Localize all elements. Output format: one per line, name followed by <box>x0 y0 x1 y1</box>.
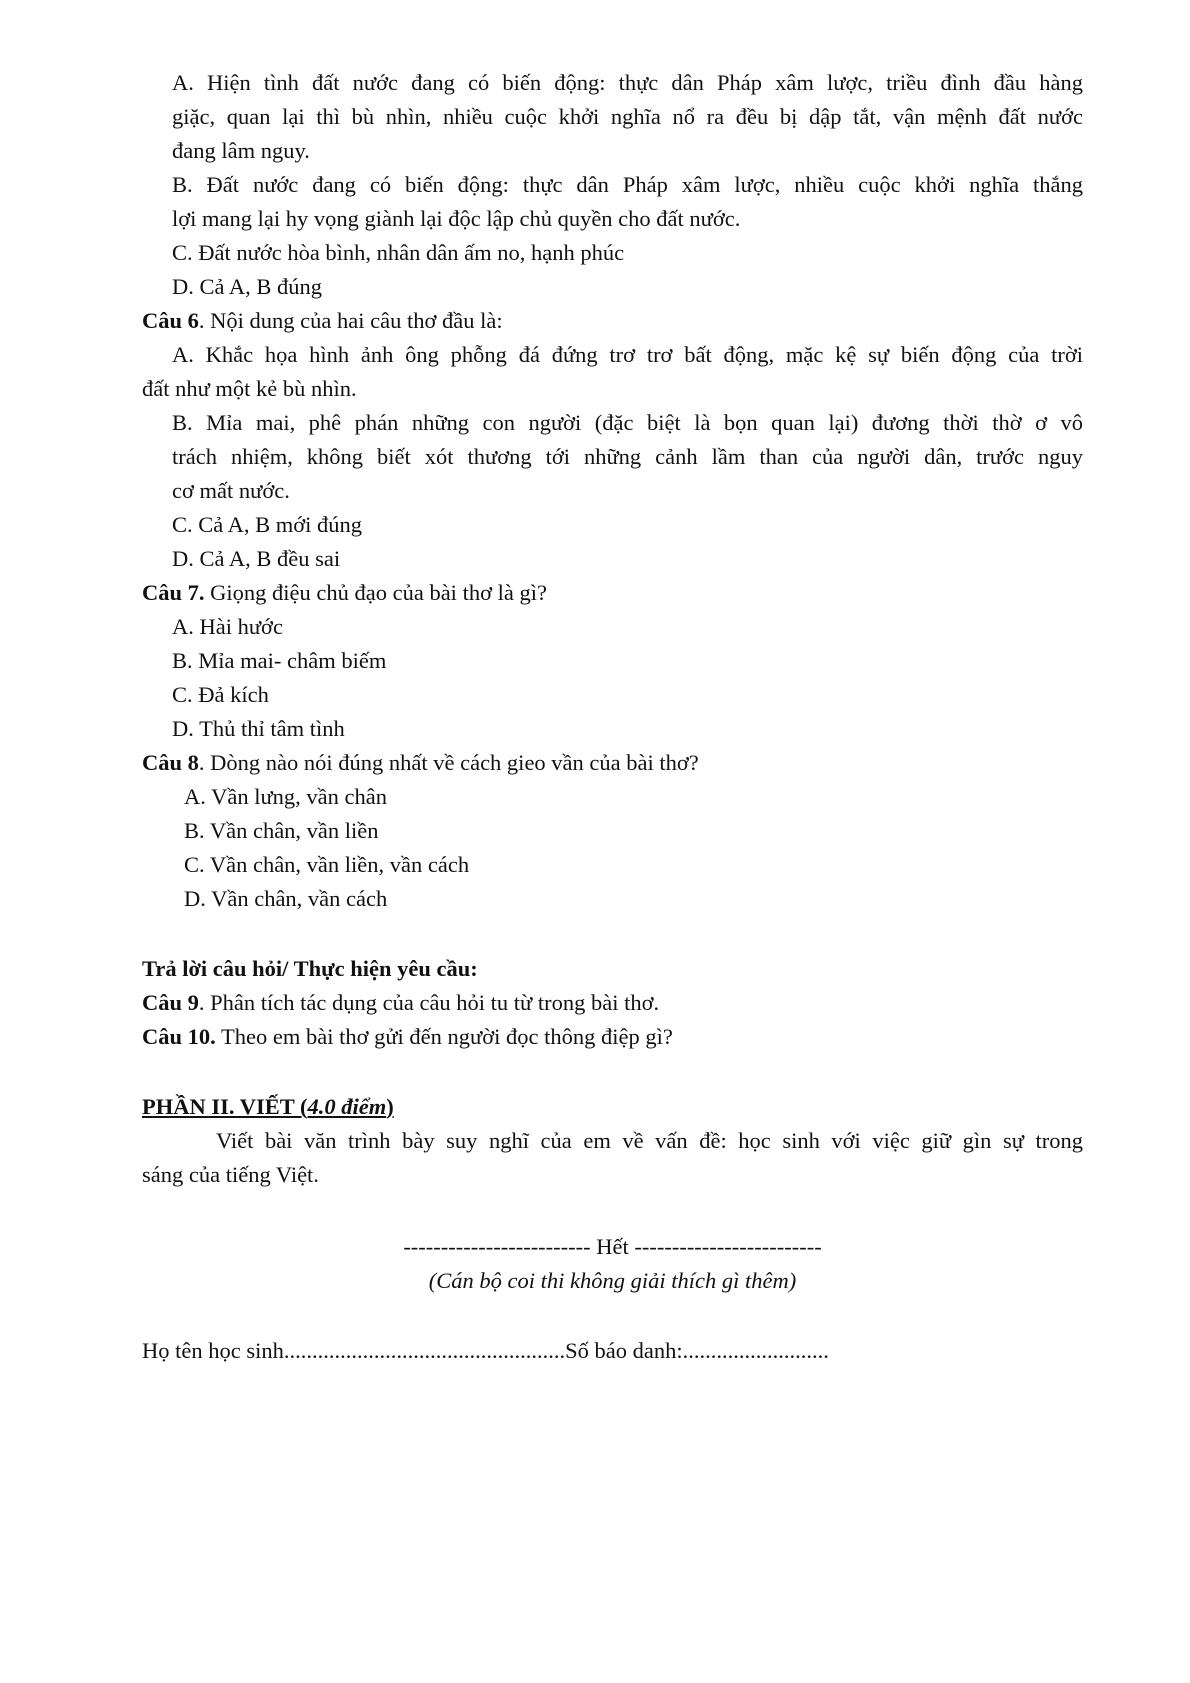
q9-text: . Phân tích tác dụng của câu hỏi tu từ trong bài thơ. <box>198 990 660 1015</box>
q8-text: . Dòng nào nói đúng nhất về cách gieo vần của bài thơ? <box>198 750 699 775</box>
q8-option-a: A. Vần lưng, vần chân <box>184 784 387 809</box>
part2-prompt-line2: sáng của tiếng Việt. <box>142 1162 319 1187</box>
q7-label: Câu 7. <box>142 580 205 605</box>
q7-question <box>142 578 547 608</box>
q7-option-b: B. Mỉa mai- châm biếm <box>172 648 387 673</box>
q9-question <box>142 988 659 1018</box>
q6-option-c: C. Cả A, B mới đúng <box>172 512 363 537</box>
part2-title <box>142 1092 394 1122</box>
part2-prompt-line1: Viết bài văn trình bày suy nghĩ của em về vấn đề: học sinh với việc giữ gìn sự trong <box>216 1128 1083 1153</box>
q6-option-d: D. Cả A, B đều sai <box>172 546 341 571</box>
q6-option-a-line2: đất như một kẻ bù nhìn. <box>142 376 357 401</box>
q8-option-d: D. Vần chân, vần cách <box>184 886 388 911</box>
part2-score: 4.0 điểm <box>307 1094 387 1119</box>
q6-question <box>142 306 503 336</box>
q6-option-b-line3: cơ mất nước. <box>172 478 290 503</box>
q10-label: Câu 10. <box>142 1024 216 1049</box>
q6-option-b-line1: B. Mỉa mai, phê phán những con người (đặc biệt là bọn quan lại) đương thời thờ ơ vô <box>172 410 1083 435</box>
q10-question <box>142 1022 673 1052</box>
q5-option-a-line1: A. Hiện tình đất nước đang có biến động: thực dân Pháp xâm lược, triều đình đầu hàng <box>172 70 1083 95</box>
q5-option-a-line2: giặc, quan lại thì bù nhìn, nhiều cuộc khởi nghĩa nổ ra đều bị dập tắt, vận mệnh đất nước <box>172 104 1083 129</box>
q5-option-c: C. Đất nước hòa bình, nhân dân ấm no, hạnh phúc <box>172 240 625 265</box>
q8-question <box>142 748 699 778</box>
q6-text: . Nội dung của hai câu thơ đầu là: <box>198 308 503 333</box>
q8-option-b: B. Vần chân, vần liền <box>184 818 379 843</box>
q8-label: Câu 8 <box>142 750 199 775</box>
q7-text: Giọng điệu chủ đạo của bài thơ là gì? <box>204 580 547 605</box>
student-info-line: Họ tên học sinh..................................................Số báo danh:.......................... <box>142 1338 829 1363</box>
q6-option-b-line2: trách nhiệm, không biết xót thương tới những cảnh lầm than của người dân, trước nguy <box>172 444 1083 469</box>
q6-label: Câu 6 <box>142 308 199 333</box>
q9-label: Câu 9 <box>142 990 199 1015</box>
q10-text: Theo em bài thơ gửi đến người đọc thông điệp gì? <box>215 1024 673 1049</box>
q7-option-a: A. Hài hước <box>172 614 283 639</box>
q7-option-d: D. Thủ thỉ tâm tình <box>172 716 345 741</box>
answer-heading: Trả lời câu hỏi/ Thực hiện yêu cầu: <box>142 956 478 981</box>
q5-option-b-line1: B. Đất nước đang có biến động: thực dân Pháp xâm lược, nhiều cuộc khởi nghĩa thắng <box>172 172 1083 197</box>
part2-title-main: PHẦN II. VIẾT ( <box>142 1094 308 1119</box>
q7-option-c: C. Đả kích <box>172 682 269 707</box>
q6-option-a-line1: A. Khắc họa hình ảnh ông phỗng đá đứng trơ trơ bất động, mặc kệ sự biến động của trời <box>172 342 1083 367</box>
q5-option-a-line3: đang lâm nguy. <box>172 138 310 163</box>
end-marker: ------------------------- Hết ------------------------- <box>403 1234 822 1259</box>
part2-title-close: ) <box>386 1094 394 1119</box>
q5-option-d: D. Cả A, B đúng <box>172 274 323 299</box>
proctor-note: (Cán bộ coi thi không giải thích gì thêm) <box>428 1268 797 1293</box>
q8-option-c: C. Vần chân, vần liền, vần cách <box>184 852 470 877</box>
q5-option-b-line2: lợi mang lại hy vọng giành lại độc lập chủ quyền cho đất nước. <box>172 206 741 231</box>
